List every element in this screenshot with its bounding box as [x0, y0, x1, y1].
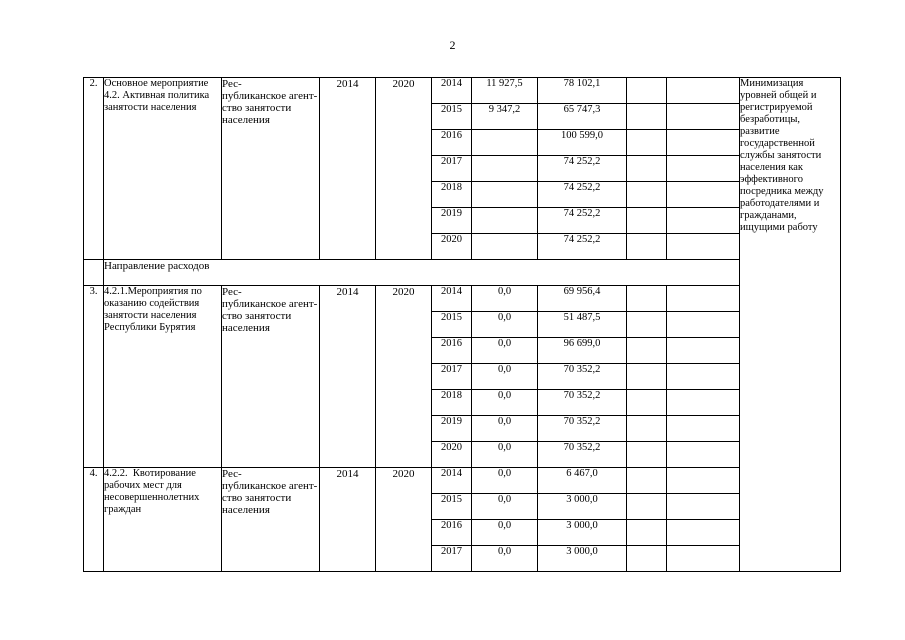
- activity-name: 4.2.2. Квотирование рабочих мест для несовершеннолетних граждан: [104, 468, 222, 572]
- value-1: 0,0: [472, 286, 538, 312]
- empty-cell: [627, 208, 667, 234]
- value-1: 0,0: [472, 312, 538, 338]
- empty-cell: [627, 390, 667, 416]
- program-table: [83, 77, 841, 572]
- value-1: 0,0: [472, 338, 538, 364]
- value-2: 70 352,2: [538, 390, 627, 416]
- row-number: 2.: [84, 78, 104, 260]
- empty-cell: [667, 182, 740, 208]
- empty-cell: [627, 312, 667, 338]
- empty-cell: [667, 468, 740, 494]
- year-cell: 2017: [432, 546, 472, 572]
- empty-cell: [667, 286, 740, 312]
- year-cell: 2016: [432, 130, 472, 156]
- value-2: 100 599,0: [538, 130, 627, 156]
- value-2: 78 102,1: [538, 78, 627, 104]
- year-cell: 2014: [432, 468, 472, 494]
- value-2: 96 699,0: [538, 338, 627, 364]
- value-1: 0,0: [472, 442, 538, 468]
- value-1: 0,0: [472, 364, 538, 390]
- year-cell: 2018: [432, 390, 472, 416]
- value-2: 74 252,2: [538, 234, 627, 260]
- empty-cell: [667, 338, 740, 364]
- activity-name: 4.2.1.Мероприятия по оказанию содействия занятости населения Республики Бурятия: [104, 286, 222, 468]
- year-cell: 2015: [432, 104, 472, 130]
- empty-cell: [627, 338, 667, 364]
- empty-cell: [667, 208, 740, 234]
- value-2: 69 956,4: [538, 286, 627, 312]
- empty-cell: [627, 286, 667, 312]
- executor-text: Рес- публиканское агент-ство занятости населения: [222, 78, 318, 126]
- value-1: [472, 208, 538, 234]
- empty-cell: [627, 182, 667, 208]
- empty-cell: [667, 546, 740, 572]
- value-2: 3 000,0: [538, 520, 627, 546]
- empty-cell: [627, 130, 667, 156]
- value-2: 65 747,3: [538, 104, 627, 130]
- empty-cell: [627, 442, 667, 468]
- value-1: [472, 156, 538, 182]
- value-1: 0,0: [472, 520, 538, 546]
- value-2: 74 252,2: [538, 208, 627, 234]
- row-number: 4.: [84, 468, 104, 572]
- empty-cell: [667, 312, 740, 338]
- empty-cell: [667, 156, 740, 182]
- start-year: 2014: [320, 78, 376, 260]
- value-2: 70 352,2: [538, 442, 627, 468]
- year-cell: 2016: [432, 338, 472, 364]
- year-cell: 2019: [432, 208, 472, 234]
- value-2: 74 252,2: [538, 182, 627, 208]
- empty-cell: [667, 390, 740, 416]
- executor: [222, 286, 320, 468]
- value-2: 74 252,2: [538, 156, 627, 182]
- empty-cell: [627, 364, 667, 390]
- start-year: 2014: [320, 286, 376, 468]
- value-1: [472, 234, 538, 260]
- empty-cell: [627, 520, 667, 546]
- empty-cell: [667, 104, 740, 130]
- year-cell: 2019: [432, 416, 472, 442]
- year-cell: 2020: [432, 234, 472, 260]
- year-cell: 2018: [432, 182, 472, 208]
- empty-cell: [627, 156, 667, 182]
- value-1: 0,0: [472, 468, 538, 494]
- end-year: 2020: [376, 286, 432, 468]
- direction-label: Направление расходов: [104, 260, 740, 286]
- value-2: 51 487,5: [538, 312, 627, 338]
- year-cell: 2015: [432, 494, 472, 520]
- executor-text: Рес- публиканское агент-ство занятости населения: [222, 468, 318, 516]
- value-1: [472, 182, 538, 208]
- year-cell: 2017: [432, 156, 472, 182]
- end-year: 2020: [376, 78, 432, 260]
- empty-cell: [627, 468, 667, 494]
- expected-result: Минимизация уровней общей и регистрируемой безработицы, развитие государственной службы занятости населения как эффективного посредника между работодателями и гражданами, ищущими работу: [740, 78, 841, 572]
- empty-cell: [667, 494, 740, 520]
- empty-cell: [667, 130, 740, 156]
- empty-cell: [667, 520, 740, 546]
- empty-cell: [627, 234, 667, 260]
- executor: [222, 78, 320, 260]
- year-cell: 2016: [432, 520, 472, 546]
- year-cell: 2015: [432, 312, 472, 338]
- value-1: 11 927,5: [472, 78, 538, 104]
- year-cell: 2014: [432, 286, 472, 312]
- empty-cell: [627, 78, 667, 104]
- empty-cell: [667, 234, 740, 260]
- row-number: 3.: [84, 286, 104, 468]
- value-1: [472, 130, 538, 156]
- value-2: 3 000,0: [538, 546, 627, 572]
- value-1: 0,0: [472, 416, 538, 442]
- page-number: 2: [449, 38, 456, 52]
- value-2: 6 467,0: [538, 468, 627, 494]
- empty-cell: [667, 78, 740, 104]
- value-2: 3 000,0: [538, 494, 627, 520]
- table-row: [84, 260, 841, 286]
- empty-cell: [667, 442, 740, 468]
- year-cell: 2017: [432, 364, 472, 390]
- activity-name: Основное мероприятие 4.2. Активная политика занятости населения: [104, 78, 222, 260]
- empty-cell: [667, 416, 740, 442]
- executor-text: Рес- публиканское агент-ство занятости населения: [222, 286, 318, 334]
- end-year: 2020: [376, 468, 432, 572]
- value-1: 0,0: [472, 546, 538, 572]
- empty-cell: [667, 364, 740, 390]
- year-cell: 2014: [432, 78, 472, 104]
- empty-cell: [627, 546, 667, 572]
- table-body: [84, 78, 841, 572]
- start-year: 2014: [320, 468, 376, 572]
- empty-cell: [627, 416, 667, 442]
- table-row: [84, 468, 841, 494]
- value-2: 70 352,2: [538, 364, 627, 390]
- table-row: [84, 78, 841, 104]
- empty-cell: [84, 260, 104, 286]
- value-1: 0,0: [472, 494, 538, 520]
- executor: [222, 468, 320, 572]
- value-1: 9 347,2: [472, 104, 538, 130]
- year-cell: 2020: [432, 442, 472, 468]
- empty-cell: [627, 494, 667, 520]
- value-2: 70 352,2: [538, 416, 627, 442]
- table-row: [84, 286, 841, 312]
- empty-cell: [627, 104, 667, 130]
- value-1: 0,0: [472, 390, 538, 416]
